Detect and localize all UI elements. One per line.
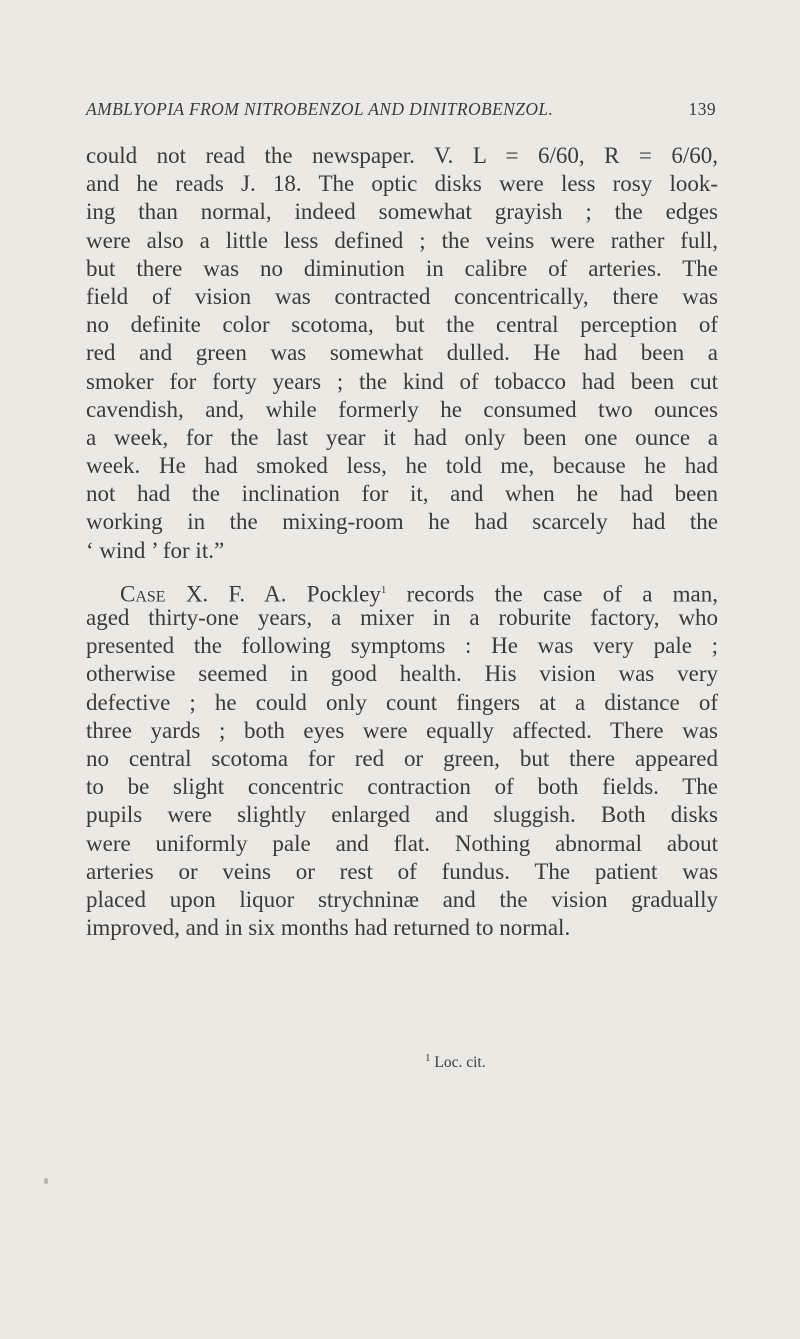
text-line: to be slight concentric contraction of both fields. The	[86, 774, 718, 800]
footnote	[425, 1052, 486, 1072]
text-line: no central scotoma for red or green, but there appeared	[86, 745, 718, 771]
running-head	[86, 99, 716, 125]
text-line: otherwise seemed in good health. His vision was very	[86, 661, 718, 687]
text-line: presented the following symptoms : He was very pale ;	[86, 633, 718, 659]
text-line: field of vision was contracted concentrically, there was	[86, 283, 718, 309]
text-line: ing than normal, indeed somewhat grayish ; the edges	[86, 199, 718, 225]
margin-speck	[44, 1178, 48, 1184]
running-title: AMBLYOPIA FROM NITROBENZOL AND DINITROBENZOL.	[86, 99, 554, 119]
text-line: arteries or veins or rest of fundus. The patient was	[86, 858, 718, 884]
case-heading-line	[86, 576, 719, 607]
text-line: placed upon liquor strychninæ and the vision gradually	[86, 886, 718, 912]
text-line: week. He had smoked less, he told me, because he had	[86, 453, 718, 479]
text-line: red and green was somewhat dulled. He had been a	[86, 340, 718, 366]
case-label: Case X.	[120, 581, 209, 607]
paragraph-2	[86, 576, 718, 942]
paragraph-1	[86, 142, 718, 565]
text-line: not had the inclination for it, and when he had been	[86, 481, 718, 507]
text-line: defective ; he could only count fingers at a distance of	[86, 689, 718, 715]
text-line: smoker for forty years ; the kind of tobacco had been cut	[86, 368, 718, 394]
footnote-text: Loc. cit.	[434, 1054, 486, 1072]
text-line: improved, and in six months had returned to normal.	[86, 915, 571, 941]
page-number: 139	[688, 99, 716, 119]
case-line-end: records the case of a man,	[406, 581, 719, 607]
text-line: no definite color scotoma, but the central perception of	[86, 312, 718, 338]
body-text	[86, 142, 718, 942]
paragraph-gap	[86, 565, 718, 576]
footnote-marker: 1	[425, 1052, 431, 1064]
text-line: and he reads J. 18. The optic disks were less rosy look-	[86, 171, 718, 197]
text-line: cavendish, and, while formerly he consumed two ounces	[86, 396, 718, 422]
text-line: three yards ; both eyes were equally affected. There was	[86, 717, 718, 743]
text-line: a week, for the last year it had only been one ounce a	[86, 424, 718, 450]
footnote-ref: 1	[380, 583, 387, 596]
text-line: but there was no diminution in calibre of arteries. The	[86, 255, 718, 281]
text-line: could not read the newspaper. V. L = 6/60, R = 6/60,	[86, 143, 718, 168]
text-line: were uniformly pale and flat. Nothing abnormal about	[86, 830, 718, 856]
text-line: were also a little less defined ; the veins were rather full,	[86, 227, 718, 253]
text-line: working in the mixing-room he had scarcely had the	[86, 509, 718, 535]
text-line: aged thirty-one years, a mixer in a roburite factory, who	[86, 605, 718, 630]
author-name: F. A. Pockley	[228, 581, 381, 607]
text-line: pupils were slightly enlarged and sluggish. Both disks	[86, 802, 718, 828]
text-line: ‘ wind ’ for it.”	[86, 537, 225, 563]
